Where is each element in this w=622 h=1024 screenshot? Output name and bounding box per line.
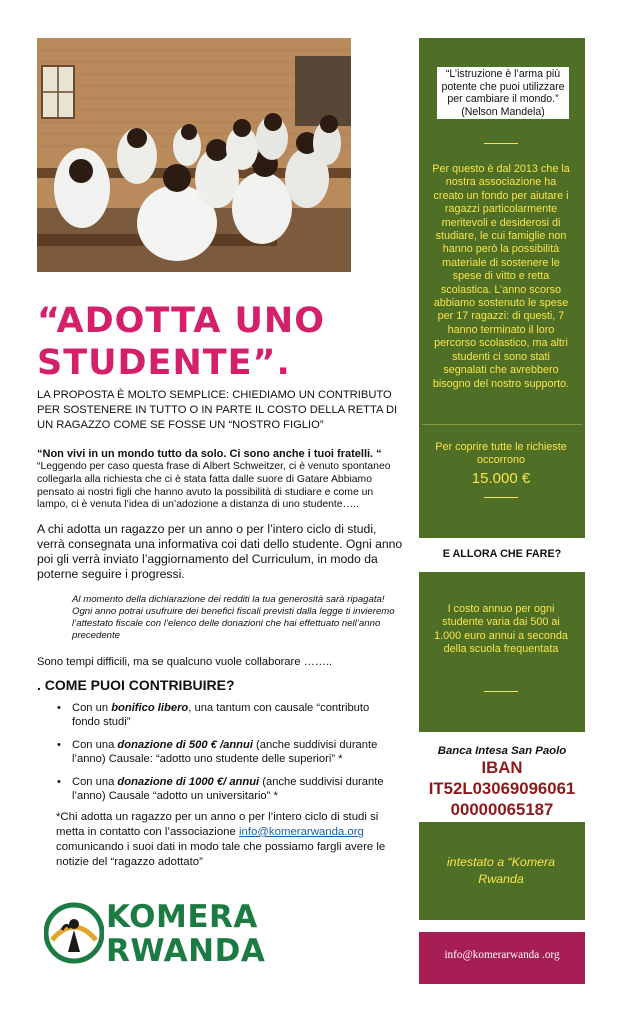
bank-details (419, 745, 585, 820)
iban-number-line1: IT52L03069096061 (428, 779, 576, 798)
need-text: Per coprire tutte le richieste occorrono (435, 441, 567, 467)
list-item: • Con una donazione di 1000 €/ annui (anche suddivisi durante l’anno) Causale “adotto un universitario” * (57, 776, 384, 802)
bullet-icon: • (57, 702, 61, 714)
adoption-info-paragraph: A chi adotta un ragazzo per un anno o per l’intero ciclo di studi, verrà consegnata una informativa coi dati dello studente. Ogni anno poi gli verrà inviato l’aggiornamento del Curriculum, in modo da poterne seguire i progressi. (37, 522, 403, 581)
annual-cost-text: I costo annuo per ogni studente varia dai 500 ai 1.000 euro annui a seconda della scuola frequentata (434, 603, 568, 656)
intro-paragraph: LA PROPOSTA È MOLTO SEMPLICE: CHIEDIAMO UN CONTRIBUTO PER SOSTENERE IN TUTTO O IN PARTE IL COSTO DELLA RETTA DI UN RAGAZZO COME SE FOSSE UN “NOSTRO FIGLIO” (37, 389, 398, 431)
divider (484, 691, 518, 692)
email-address[interactable]: info@komerarwanda .org (444, 949, 560, 961)
divider (484, 143, 518, 144)
contact-note: *Chi adotta un ragazzo per un anno o per l’intero ciclo di studi si metta in contatto con l’associazione info@komerarwanda.org comunicando i suoi dati in modo tale che possiamo fargli avere le notizie del “ragazzo adottato” (56, 811, 386, 868)
hard-times-text: Sono tempi difficili, ma se qualcuno vuole collaborare …….. (37, 656, 333, 668)
story-paragraph: “Leggendo per caso questa frase di Albert Schweitzer, ci è venuto spontaneo collegarla alla richiesta che ci è stata fatta dalle suore di Gatare Abbiamo pensato ai nostri figli che hanno avuto la possibilità di studiare e come un lampo, ci è venuta l’idea di un’adozione a distanza di uno studente….. (37, 461, 391, 511)
list-item: • Con un bonifico libero, una tantum con causale “contributo fondo studi” (57, 702, 370, 728)
schweitzer-quote: “Non vivi in un mondo tutto da solo. Ci sono anche i tuoi fratelli. “ (37, 448, 382, 460)
contact-email-link[interactable]: info@komerarwanda.org (239, 826, 364, 838)
bullet-icon: • (57, 739, 61, 751)
fund-description: Per questo è dal 2013 che la nostra associazione ha creato un fondo per aiutare i ragazzi particolarmente meritevoli e desiderosi di studiare, le cui famiglie non hanno però la possibilità materiale di sostenere le spese di vitto e retta scolastica. L’anno scorso abbiamo sostenuto le spese per 17 ragazzi: di questi, 7 hanno terminato il loro percorso scolastico, ma altri studenti ci sono stati segnalati che avrebbero bisogno del nostro supporto. (432, 163, 570, 390)
divider (422, 424, 582, 425)
logo-wordmark: KOMERA RWANDA (106, 899, 266, 969)
how-to-contribute-heading: . COME PUOI CONTRIBUIRE? (37, 677, 235, 693)
tax-benefit-note: Al momento della dichiarazione dei redditi la tua generosità sarà ripagata! Ogni anno potrai usufruire dei benefici fiscali previsti dalla legge ti invieremo l’attestato fiscale con l’elenco delle donazioni che hai effettuato nell’anno precedente (72, 594, 395, 641)
mandela-quote: “L’istruzione è l’arma più potente che puoi utilizzare per cambiare il mondo.” (Nelson Mandela) (437, 67, 569, 119)
divider (484, 497, 518, 498)
list-item: • Con una donazione di 500 € /annui (anche suddivisi durante l’anno) Causale: “adotto uno studente delle superiori” * (57, 739, 378, 765)
target-amount: 15.000 € (471, 470, 531, 487)
contribution-list (50, 701, 392, 812)
logo-emblem-icon (44, 900, 104, 966)
what-to-do-heading: E ALLORA CHE FARE? (442, 548, 562, 560)
bank-name: Banca Intesa San Paolo (437, 745, 567, 757)
bullet-icon: • (57, 776, 61, 788)
iban-number-line2: 00000065187 (450, 800, 554, 819)
students-photo (37, 38, 351, 272)
komera-rwanda-logo (44, 899, 266, 972)
iban-label: IBAN (481, 758, 523, 777)
page-title: “ADOTTA UNO STUDENTE”. (37, 301, 325, 383)
account-holder-text: intestato a “Komera Rwanda (446, 855, 556, 886)
